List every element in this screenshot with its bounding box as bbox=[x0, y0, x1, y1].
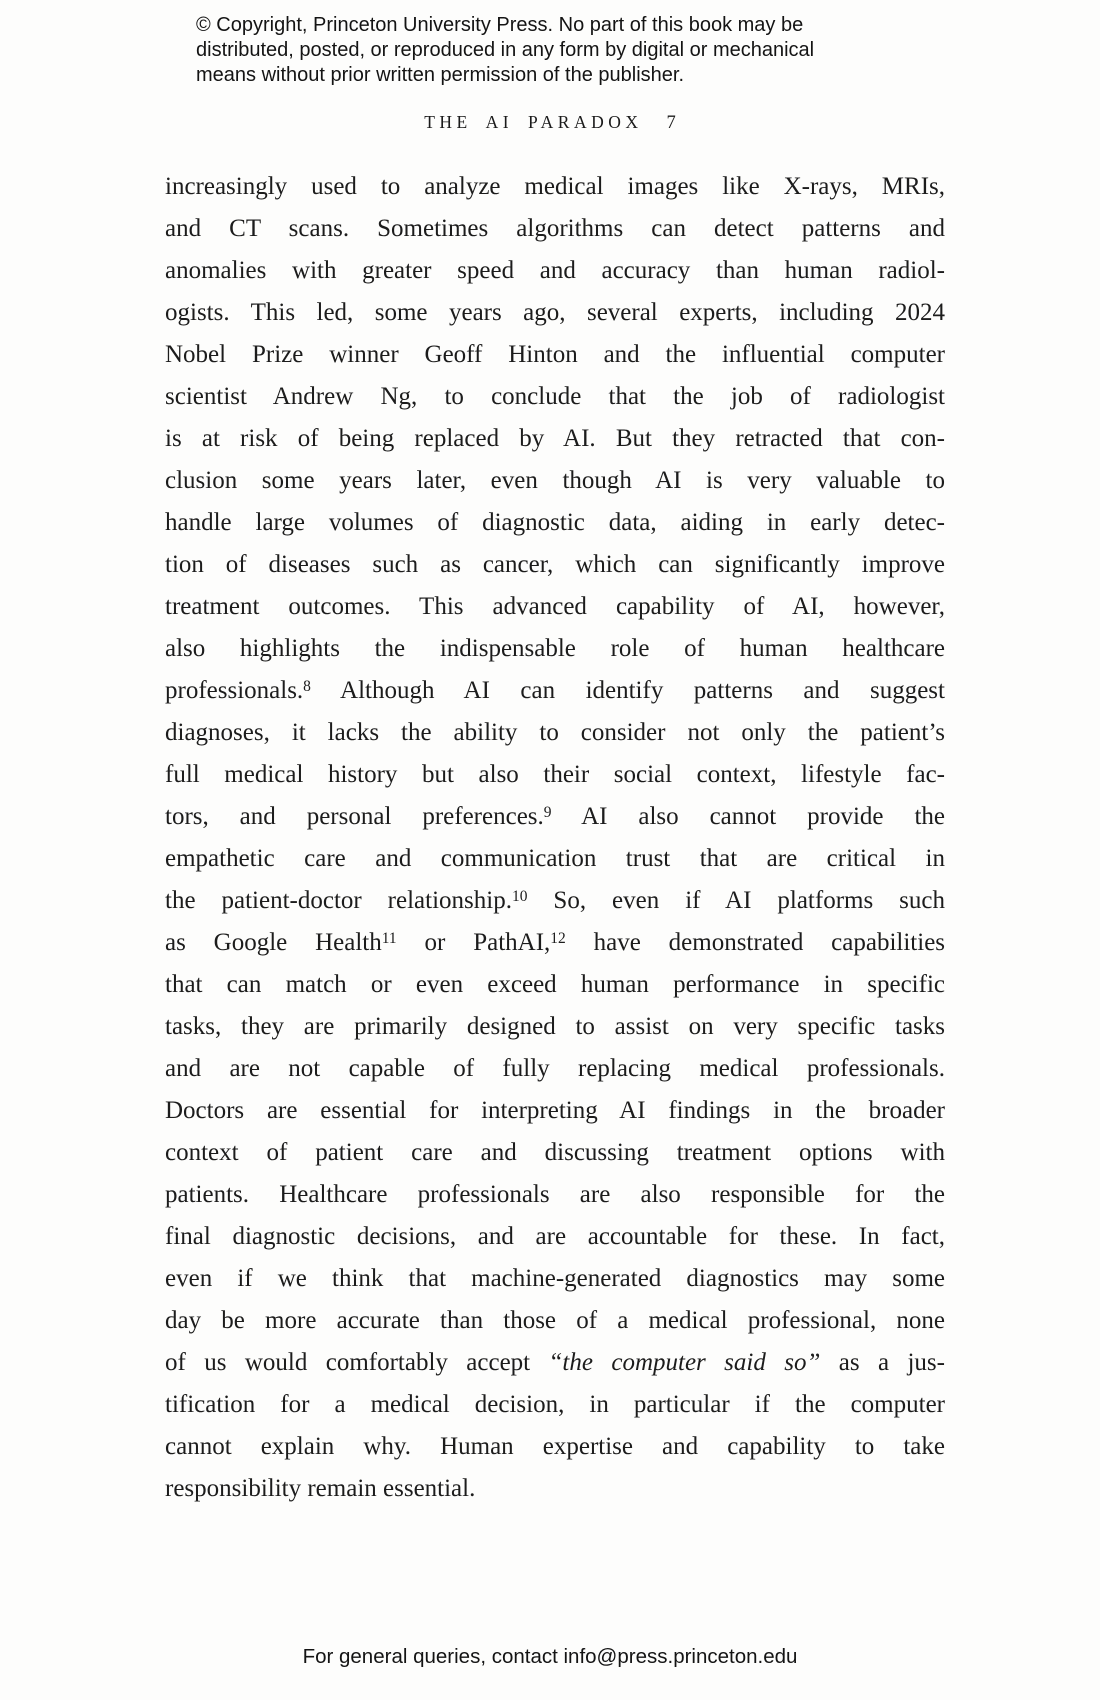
body-line bbox=[165, 838, 945, 880]
body-line bbox=[165, 1216, 945, 1258]
body-line bbox=[165, 1048, 945, 1090]
text-segment: increasingly used to analyze medical images like X-rays, MRIs, bbox=[165, 173, 945, 200]
text-segment: tasks, they are primarily designed to assist on very specific tasks bbox=[165, 1013, 945, 1040]
body-line bbox=[165, 1132, 945, 1174]
text-segment: final diagnostic decisions, and are accountable for these. In fact, bbox=[165, 1223, 945, 1250]
footer-contact: For general queries, contact info@press.princeton.edu bbox=[302, 1645, 798, 1668]
italic-phrase: “the computer said so” bbox=[548, 1349, 821, 1376]
text-segment: ogists. This led, some years ago, several experts, including 2024 bbox=[165, 299, 945, 326]
body-line bbox=[165, 460, 945, 502]
text-segment: anomalies with greater speed and accuracy than human radiol- bbox=[165, 257, 945, 284]
body-line bbox=[165, 166, 945, 208]
text-segment: or PathAI, bbox=[396, 929, 551, 956]
text-segment: cannot explain why. Human expertise and capability to take bbox=[165, 1433, 945, 1460]
copyright-line: distributed, posted, or reproduced in any form by digital or mechanical bbox=[196, 39, 815, 61]
body-line bbox=[165, 1174, 945, 1216]
body-line bbox=[165, 964, 945, 1006]
body-line bbox=[165, 292, 945, 334]
body-line bbox=[165, 1426, 945, 1468]
footnote-ref: 11 bbox=[381, 930, 397, 948]
body-line bbox=[165, 502, 945, 544]
text-segment: treatment outcomes. This advanced capability of AI, however, bbox=[165, 593, 945, 620]
text-segment: AI also cannot provide the bbox=[551, 803, 945, 830]
body-line bbox=[165, 334, 945, 376]
body-line bbox=[165, 670, 945, 712]
body-line bbox=[165, 1342, 945, 1384]
body-line bbox=[165, 754, 945, 796]
text-segment: clusion some years later, even though AI is very valuable to bbox=[165, 467, 945, 494]
body-line bbox=[165, 208, 945, 250]
text-segment: the patient-doctor relationship. bbox=[165, 887, 512, 914]
text-segment: responsibility remain essential. bbox=[165, 1475, 476, 1502]
text-segment: tion of diseases such as cancer, which can significantly improve bbox=[165, 551, 945, 578]
text-segment: is at risk of being replaced by AI. But they retracted that con- bbox=[165, 425, 945, 452]
body-line bbox=[165, 922, 945, 964]
text-segment: tification for a medical decision, in particular if the computer bbox=[165, 1391, 945, 1418]
text-segment: full medical history but also their social context, lifestyle fac- bbox=[165, 761, 945, 788]
footnote-ref: 9 bbox=[543, 804, 552, 822]
text-segment: Nobel Prize winner Geoff Hinton and the influential computer bbox=[165, 341, 945, 368]
text-segment: patients. Healthcare professionals are also responsible for the bbox=[165, 1181, 945, 1208]
footnote-ref: 12 bbox=[550, 930, 566, 948]
text-segment: have demonstrated capabilities bbox=[565, 929, 946, 956]
body-line bbox=[165, 1300, 945, 1342]
body-line bbox=[165, 1468, 945, 1510]
body-line bbox=[165, 376, 945, 418]
body-line bbox=[165, 586, 945, 628]
text-segment: professionals. bbox=[165, 677, 304, 704]
body-line bbox=[165, 628, 945, 670]
text-segment: even if we think that machine-generated diagnostics may some bbox=[165, 1265, 945, 1292]
body-line bbox=[165, 880, 945, 922]
text-segment: Doctors are essential for interpreting AI findings in the broader bbox=[165, 1097, 945, 1124]
copyright-notice bbox=[196, 13, 814, 88]
text-segment: So, even if AI platforms such bbox=[527, 887, 945, 914]
text-segment: tors, and personal preferences. bbox=[165, 803, 544, 830]
body-line bbox=[165, 796, 945, 838]
text-segment: scientist Andrew Ng, to conclude that the job of radiologist bbox=[165, 383, 945, 410]
text-segment: day be more accurate than those of a medical professional, none bbox=[165, 1307, 945, 1334]
body-line bbox=[165, 1006, 945, 1048]
copyright-line: means without prior written permission of the publisher. bbox=[196, 64, 685, 86]
running-head-title: THE AI PARADOX bbox=[424, 112, 643, 132]
page-number: 7 bbox=[666, 113, 676, 133]
body-line bbox=[165, 544, 945, 586]
body-line bbox=[165, 418, 945, 460]
body-text bbox=[165, 166, 945, 1510]
body-line bbox=[165, 250, 945, 292]
text-segment: of us would comfortably accept bbox=[165, 1349, 549, 1376]
copyright-line: © Copyright, Princeton University Press. No part of this book may be bbox=[196, 14, 804, 36]
text-segment: also highlights the indispensable role of human healthcare bbox=[165, 635, 945, 662]
text-segment: diagnoses, it lacks the ability to consider not only the patient’s bbox=[165, 719, 945, 746]
text-segment: handle large volumes of diagnostic data, aiding in early detec- bbox=[165, 509, 945, 536]
body-line bbox=[165, 1384, 945, 1426]
footnote-ref: 8 bbox=[303, 678, 311, 696]
body-line bbox=[165, 712, 945, 754]
text-segment: Although AI can identify patterns and suggest bbox=[310, 677, 945, 704]
text-segment: context of patient care and discussing treatment options with bbox=[165, 1139, 945, 1166]
text-segment: empathetic care and communication trust that are critical in bbox=[165, 845, 945, 872]
footnote-ref: 10 bbox=[511, 888, 528, 906]
text-segment: as a jus- bbox=[820, 1349, 945, 1376]
text-segment: and are not capable of fully replacing medical professionals. bbox=[165, 1055, 945, 1082]
text-segment: and CT scans. Sometimes algorithms can detect patterns and bbox=[165, 215, 945, 242]
text-segment: as Google Health bbox=[165, 929, 382, 956]
running-head bbox=[0, 112, 1100, 134]
text-segment: that can match or even exceed human performance in specific bbox=[165, 971, 945, 998]
body-line bbox=[165, 1258, 945, 1300]
body-line bbox=[165, 1090, 945, 1132]
